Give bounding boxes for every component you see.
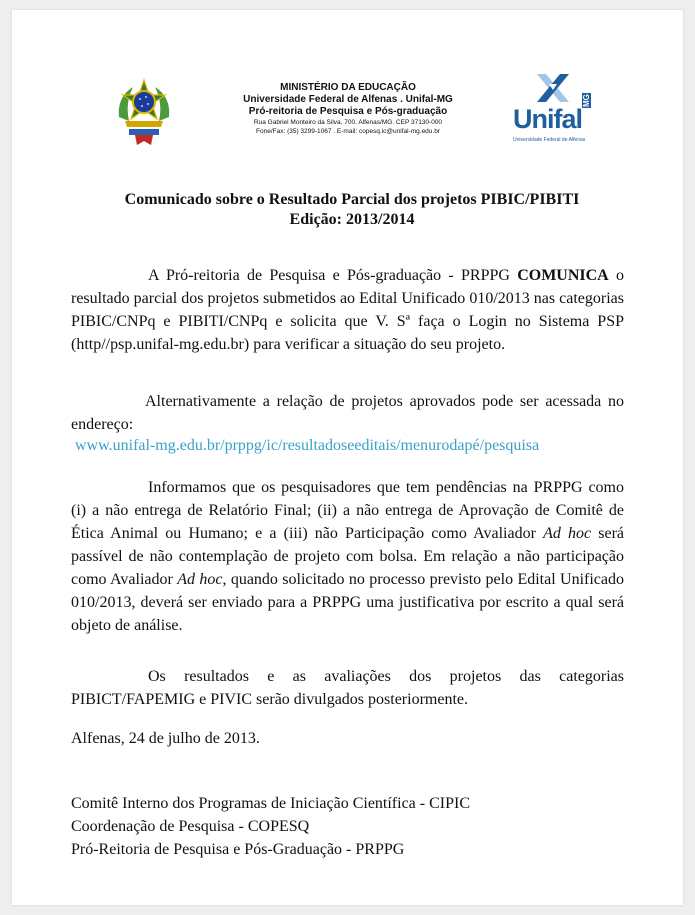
unifal-cross-icon [533, 72, 573, 106]
page-title [72, 190, 632, 230]
logo-subtitle: Universidade Federal de Alfenas [513, 137, 586, 143]
paragraph-1 [71, 264, 624, 356]
address: Rua Gabriel Monteiro da Silva, 700. Alfenas/MG. CEP 37130-000 [253, 119, 443, 126]
logo-text: Unifal [513, 104, 583, 134]
p1-start: A Pró-reitoria de Pesquisa e Pós-graduação - PRPPG [148, 267, 510, 284]
p3-part-c: , quando solicitado no processo previsto pelo Edital Unificado 010/2013, deverá ser enviado para a PRPPG uma justificativa por escrito a qual será objeto de análise. [71, 571, 625, 634]
p2-text: Alternativamente a relação de projetos aprovados pode ser acessada no endereço: [71, 393, 624, 433]
closing-date: Alfenas, 24 de julho de 2013. [71, 730, 260, 747]
paragraph-3 [71, 476, 624, 637]
p3-part-b: será passível de não contemplação de projeto com bolsa. Em relação a não participação como Avaliador [71, 525, 625, 588]
logo-mg: MG [582, 94, 591, 107]
document-page [12, 10, 683, 905]
ministry-name: MINISTÉRIO DA EDUCAÇÃO [280, 82, 416, 93]
contact-info: Fone/Fax: (35) 3299-1067 . E-mail: copesq.ic@unifal-mg.edu.br [256, 128, 440, 135]
paragraph-2 [71, 390, 624, 436]
p3-adhoc-2: Ad hoc [177, 571, 223, 588]
brazil-coat-of-arms-icon [115, 77, 173, 149]
letterhead-text [215, 82, 481, 136]
p4-text: Os resultados e as avaliações dos projetos das categorias PIBICT/FAPEMIG e PIVIC serão divulgados posteriormente. [71, 668, 624, 708]
signature-line-3: Pró-Reitoria de Pesquisa e Pós-Graduação - PRPPG [71, 841, 405, 858]
title-line-2: Edição: 2013/2014 [289, 211, 415, 228]
p3-adhoc-1: Ad hoc [543, 525, 592, 542]
paragraph-4 [71, 665, 624, 711]
p3-part-a: Informamos que os pesquisadores que tem pendências na PRPPG como (i) a não entrega de Relatório Final; (ii) a não entrega de Aprovação de Comitê de Ética Animal ou Humano; e a (iii) não Participação como Avaliador [71, 479, 624, 542]
university-name: Universidade Federal de Alfenas . Unifal-MG [243, 94, 453, 105]
unifal-logo [509, 72, 599, 150]
department-name: Pró-reitoria de Pesquisa e Pós-graduação [248, 106, 448, 117]
letterhead [12, 10, 683, 150]
p1-bold: COMUNICA [517, 267, 609, 284]
signature-block [71, 792, 470, 861]
results-link[interactable]: www.unifal-mg.edu.br/prppg/ic/resultadoseeditais/menurodapé/pesquisa [75, 437, 540, 454]
p1-end: o resultado parcial dos projetos submetidos ao Edital Unificado 010/2013 nas categorias PIBIC/CNPq e PIBITI/CNPq e solicita que V. Sª faça o Login no Sistema PSP (http//psp.unifal-mg.edu.br) para verificar a situação do seu projeto. [71, 267, 624, 353]
title-line-1: Comunicado sobre o Resultado Parcial dos projetos PIBIC/PIBITI [124, 191, 580, 208]
signature-line-1: Comitê Interno dos Programas de Iniciação Científica - CIPIC [71, 795, 471, 812]
signature-line-2: Coordenação de Pesquisa - COPESQ [71, 818, 310, 835]
